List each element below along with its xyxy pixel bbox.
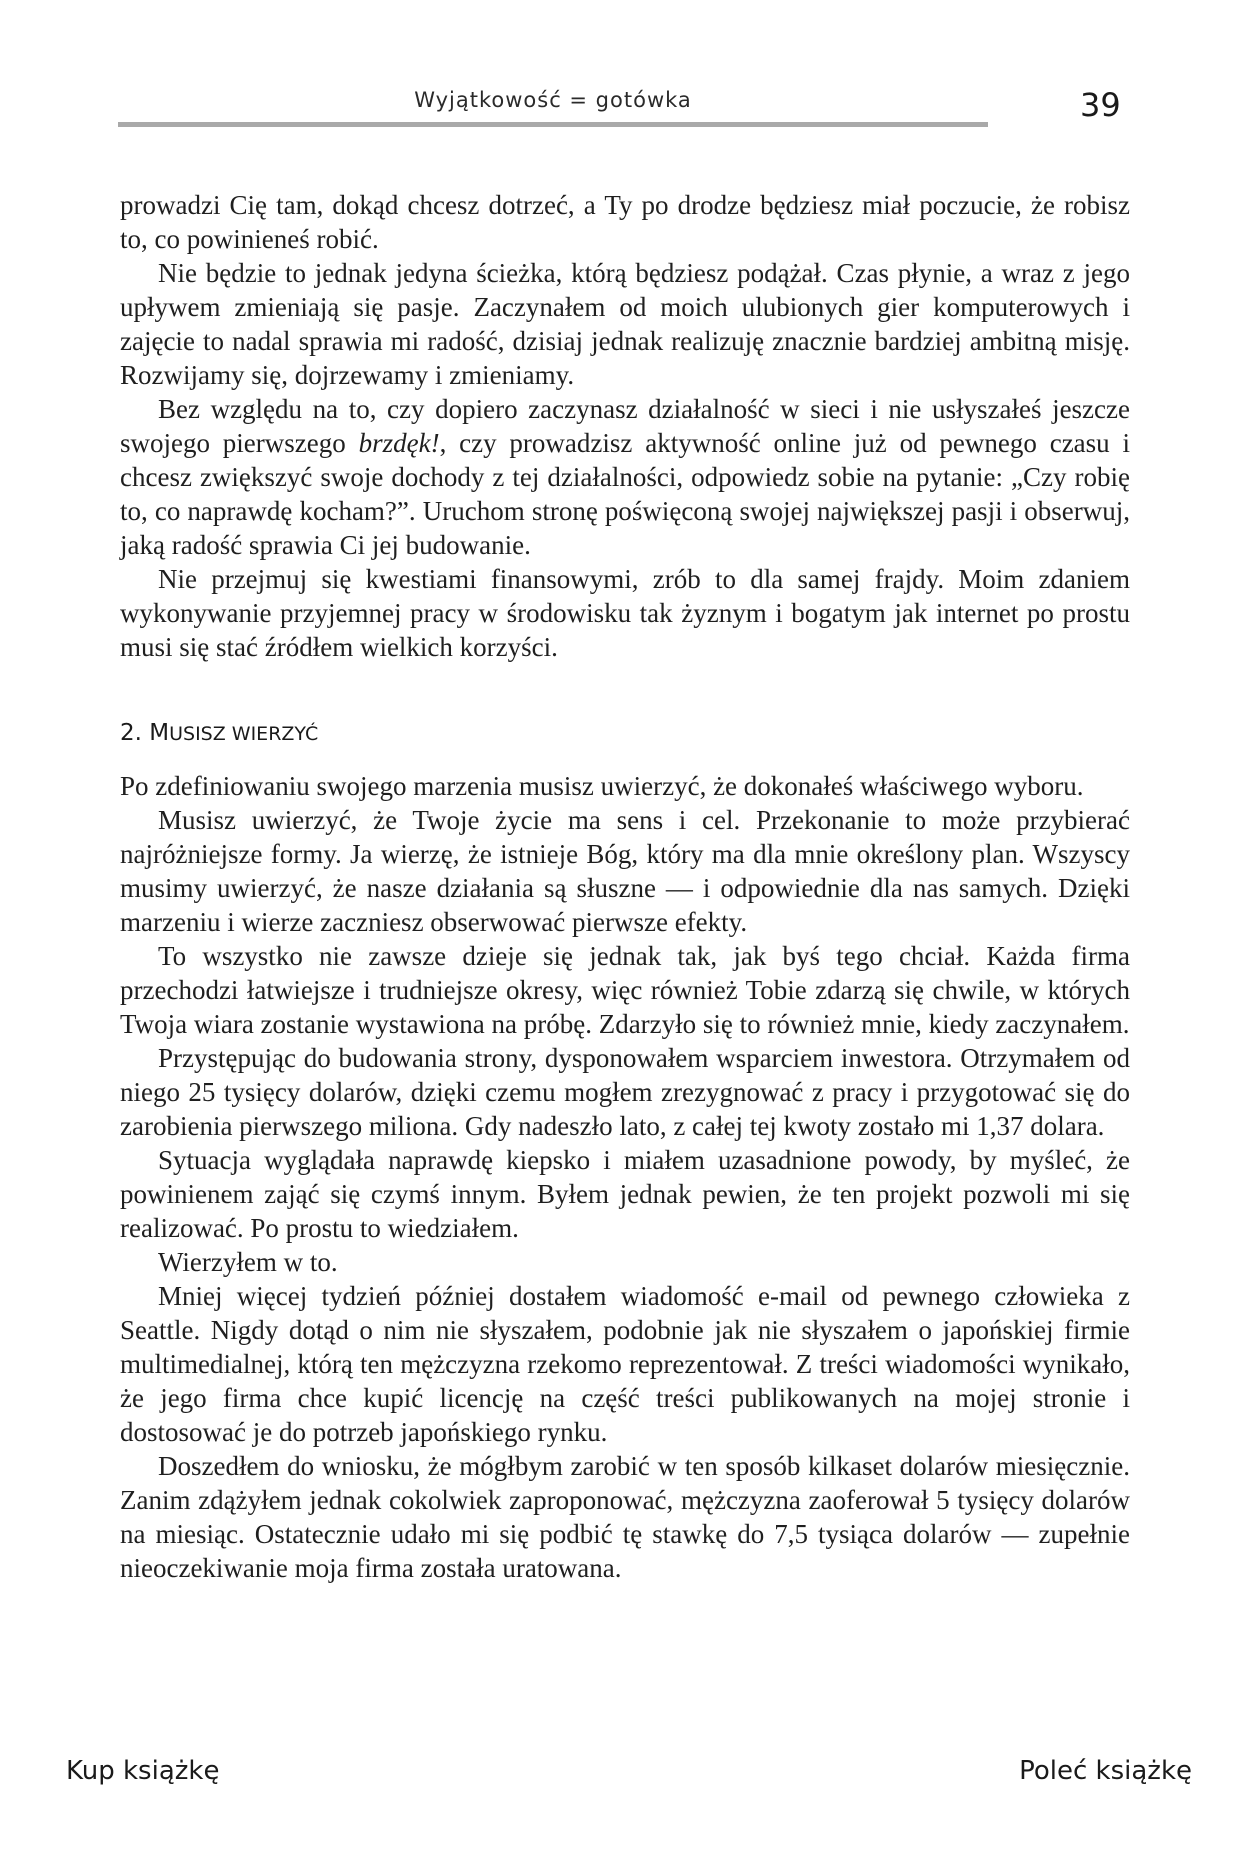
body-paragraph: Musisz uwierzyć, że Twoje życie ma sens i cel. Przekonanie to może przybierać najróżniejsze formy. Ja wierzę, że istnieje Bóg, który ma dla mnie określony plan. Wszyscy musimy uwierzyć, że nasze działania są słuszne — i odpowiednie dla nas samych. Dzięki marzeniu i wierze zaczniesz obserwować pierwsze efekty. <box>120 805 1130 937</box>
page-body <box>120 188 1130 1585</box>
paragraph-text: Bez względu na to, czy dopiero zaczynasz działalność w sieci i nie usłyszałeś jeszcze swojego pierwszego <box>120 394 1130 458</box>
body-paragraph: Wierzyłem w to. <box>158 1247 338 1277</box>
body-paragraph: Nie przejmuj się kwestiami finansowymi, zrób to dla samej frajdy. Moim zdaniem wykonywanie przyjemnej pracy w środowisku tak żyznym i bogatym jak internet po prostu musi się stać źródłem wielkich korzyści. <box>120 564 1130 662</box>
paragraph-text: , czy prowadzisz aktywność online już od pewnego czasu i chcesz zwiększyć swoje dochody z tej działalności, odpowiedz sobie na pytanie: „Czy robię to, co naprawdę kocham?”. Uruchom stronę poświęconą swojej największej pasji i obserwuj, jaką radość sprawia Ci jej budowanie. <box>120 428 1130 560</box>
body-paragraph: Nie będzie to jednak jedyna ścieżka, którą będziesz podążał. Czas płynie, a wraz z jego upływem zmieniają się pasje. Zaczynałem od moich ulubionych gier komputerowych i zajęcie to nadal sprawia mi radość, dzisiaj jednak realizuję znacznie bardziej ambitną misję. Rozwijamy się, dojrzewamy i zmieniamy. <box>120 258 1130 390</box>
page-number: 39 <box>1080 86 1121 124</box>
body-paragraph: Mniej więcej tydzień później dostałem wiadomość e-mail od pewnego człowieka z Seattle. Nigdy dotąd o nim nie słyszałem, podobnie jak nie słyszałem o japońskiej firmie multimedialnej, którą ten mężczyzna rzekomo reprezentował. Z treści wiadomości wynikało, że jego firma chce kupić licencję na część treści publikowanych na mojej stronie i dostosować je do potrzeb japońskiego rynku. <box>120 1281 1130 1447</box>
section-heading <box>120 716 1130 751</box>
emphasis-text: brzdęk! <box>358 428 440 458</box>
running-header <box>118 88 988 127</box>
recommend-book-link[interactable]: Poleć książkę <box>1019 1756 1192 1786</box>
body-paragraph <box>120 392 1130 562</box>
body-paragraph: Doszedłem do wniosku, że mógłbym zarobić w ten sposób kilkaset dolarów miesięcznie. Zanim zdążyłem jednak cokolwiek zaproponować, mężczyzna zaoferował 5 tysięcy dolarów na miesiąc. Ostatecznie udało mi się podbić tę stawkę do 7,5 tysiąca dolarów — zupełnie nieoczekiwanie moja firma została uratowana. <box>120 1451 1130 1583</box>
body-paragraph: Przystępując do budowania strony, dysponowałem wsparciem inwestora. Otrzymałem od niego 25 tysięcy dolarów, dzięki czemu mogłem zrezygnować z pracy i przygotować się do zarobienia pierwszego miliona. Gdy nadeszło lato, z całej tej kwoty zostało mi 1,37 dolara. <box>120 1043 1130 1141</box>
section-title: USISZ WIERZYĆ <box>169 723 319 745</box>
section-number: 2. M <box>120 720 170 746</box>
body-paragraph: Sytuacja wyglądała naprawdę kiepsko i miałem uzasadnione powody, by myśleć, że powinienem zająć się czymś innym. Byłem jednak pewien, że ten projekt pozwoli mi się realizować. Po prostu to wiedziałem. <box>120 1145 1130 1243</box>
buy-book-link[interactable]: Kup książkę <box>66 1756 220 1786</box>
running-title: Wyjątkowość = gotówka <box>414 88 692 112</box>
body-paragraph: To wszystko nie zawsze dzieje się jednak tak, jak byś tego chciał. Każda firma przechodzi łatwiejsze i trudniejsze okresy, więc również Tobie zdarzą się chwile, w których Twoja wiara zostanie wystawiona na próbę. Zdarzyło się to również mnie, kiedy zaczynałem. <box>120 941 1130 1039</box>
body-paragraph: prowadzi Cię tam, dokąd chcesz dotrzeć, a Ty po drodze będziesz miał poczucie, że robisz to, co powinieneś robić. <box>120 190 1130 254</box>
body-paragraph: Po zdefiniowaniu swojego marzenia musisz uwierzyć, że dokonałeś właściwego wyboru. <box>120 771 1084 801</box>
